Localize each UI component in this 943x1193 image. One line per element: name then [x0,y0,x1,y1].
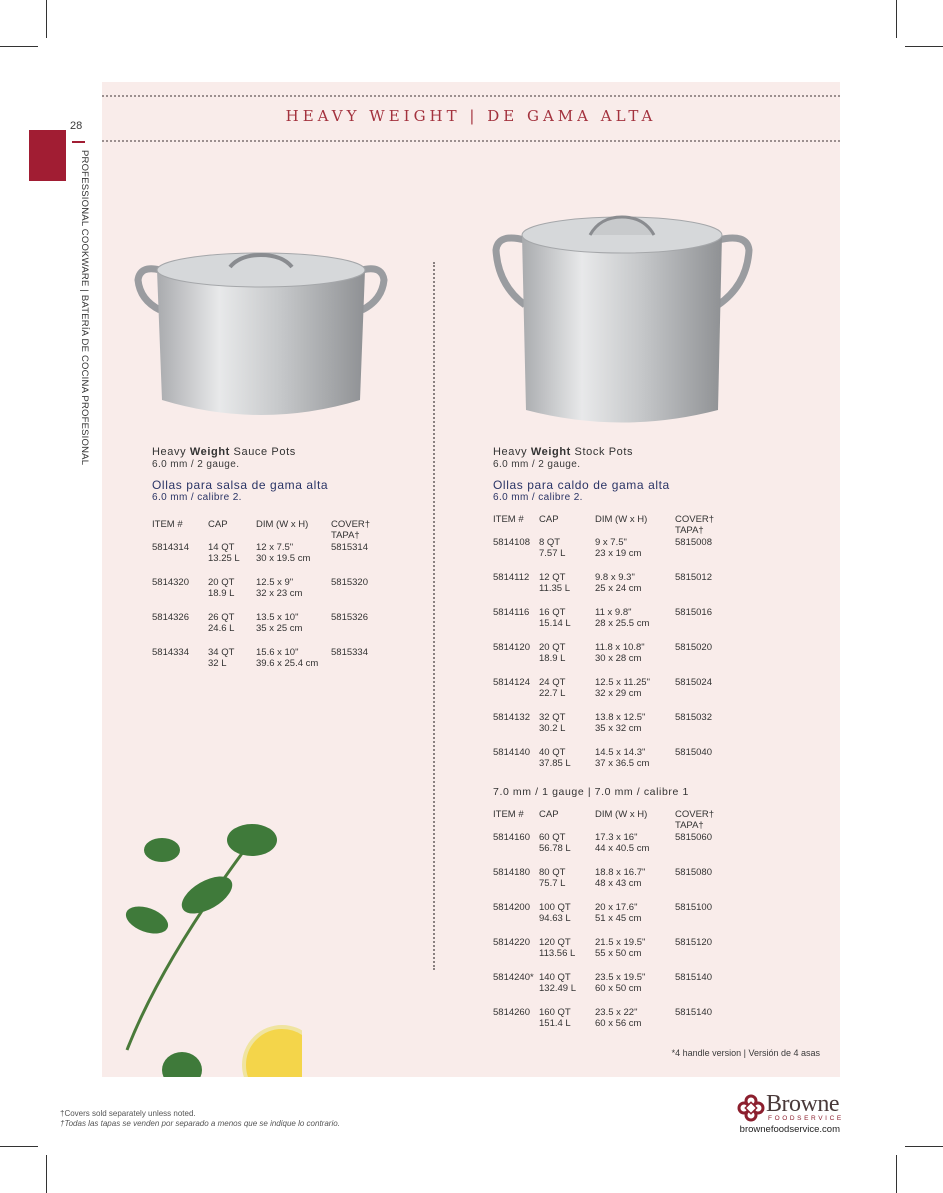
column-divider [433,262,435,970]
table-cell-1: 80 QT 75.7 L [539,867,566,889]
page-number-bar [72,141,85,143]
table-cell-3: 5815120 [675,937,712,948]
table-cell-0: 5814116 [493,607,530,618]
title-part: Heavy [152,446,190,458]
crop-mark [46,1155,47,1193]
column-header-2: DIM (W x H) [256,519,309,530]
four-handle-footnote: *4 handle version | Versión de 4 asas [671,1048,820,1058]
table-cell-0: 5814200 [493,902,530,913]
table-cell-2: 20 x 17.6" 51 x 45 cm [595,902,642,924]
table-cell-0: 5814160 [493,832,530,843]
table-cell-3: 5815024 [675,677,712,688]
title-part: Sauce Pots [229,446,296,458]
section-tab [29,130,66,181]
column-header-3: COVER† TAPA† [331,519,371,541]
parsley-lemon-decoration [102,810,302,1077]
table-cell-1: 20 QT 18.9 L [208,577,235,599]
table-cell-3: 5815040 [675,747,712,758]
table-cell-0: 5814112 [493,572,530,583]
table-cell-2: 17.3 x 16" 44 x 40.5 cm [595,832,650,854]
brand-name: Browne [766,1091,839,1117]
table-cell-2: 11 x 9.8" 28 x 25.5 cm [595,607,650,629]
table-cell-0: 5814140 [493,747,530,758]
stock-pot-image [490,205,755,430]
table-cell-2: 23.5 x 19.5" 60 x 50 cm [595,972,646,994]
table-cell-1: 24 QT 22.7 L [539,677,566,699]
divider-top [102,95,840,97]
crop-mark [0,46,38,47]
table-cell-1: 60 QT 56.78 L [539,832,571,854]
table-cell-1: 34 QT 32 L [208,647,235,669]
table-cell-3: 5815314 [331,542,368,553]
table-cell-0: 5814260 [493,1007,530,1018]
table-cell-0: 5814314 [152,542,189,553]
table-cell-2: 9.8 x 9.3" 25 x 24 cm [595,572,642,594]
table-cell-0: 5814124 [493,677,530,688]
page-title: HEAVY WEIGHT | DE GAMA ALTA [285,107,657,125]
sauce-pots-gauge: 6.0 mm / 2 gauge. [152,459,240,470]
website-link[interactable]: brownefoodservice.com [739,1124,840,1135]
column-header-2: DIM (W x H) [595,809,648,820]
table-cell-0: 5814132 [493,712,530,723]
column-header-1: CAP [208,519,228,530]
sauce-pots-title-es: Ollas para salsa de gama alta [152,478,329,492]
table-cell-1: 100 QT 94.63 L [539,902,571,924]
table-cell-2: 18.8 x 16.7" 48 x 43 cm [595,867,646,889]
table-cell-2: 9 x 7.5" 23 x 19 cm [595,537,642,559]
table-cell-3: 5815334 [331,647,368,658]
column-header-0: ITEM # [152,519,183,530]
table-cell-3: 5815326 [331,612,368,623]
column-header-2: DIM (W x H) [595,514,648,525]
table-cell-1: 32 QT 30.2 L [539,712,566,734]
table-cell-3: 5815140 [675,972,712,983]
table-cell-3: 5815140 [675,1007,712,1018]
table-cell-3: 5815060 [675,832,712,843]
sauce-pots-title [152,446,296,458]
table-cell-3: 5815080 [675,867,712,878]
table-cell-0: 5814120 [493,642,530,653]
table-cell-2: 23.5 x 22" 60 x 56 cm [595,1007,642,1029]
table-cell-2: 12.5 x 11.25" 32 x 29 cm [595,677,650,699]
table-cell-3: 5815020 [675,642,712,653]
crop-mark [896,0,897,38]
table-cell-3: 5815008 [675,537,712,548]
title-part: Heavy [493,446,531,458]
column-header-1: CAP [539,809,559,820]
title-part: Weight [530,446,571,458]
crop-mark [905,1146,943,1147]
table-cell-2: 12.5 x 9" 32 x 23 cm [256,577,303,599]
table-cell-1: 26 QT 24.6 L [208,612,235,634]
column-header-3: COVER† TAPA† [675,514,715,536]
column-header-1: CAP [539,514,559,525]
column-header-0: ITEM # [493,809,524,820]
table-cell-1: 40 QT 37.85 L [539,747,571,769]
table-cell-3: 5815012 [675,572,712,583]
sauce-pots-gauge-es: 6.0 mm / calibre 2. [152,492,242,503]
table-cell-1: 16 QT 15.14 L [539,607,571,629]
table-cell-1: 120 QT 113.56 L [539,937,576,959]
column-header-0: ITEM # [493,514,524,525]
table-cell-0: 5814326 [152,612,189,623]
footnote-en: †Covers sold separately unless noted. [60,1109,196,1118]
crop-mark [896,1155,897,1193]
stock-pots-gauge: 6.0 mm / 2 gauge. [493,459,581,470]
table-cell-1: 14 QT 13.25 L [208,542,240,564]
side-section-label: PROFESSIONAL COOKWARE | BATERÍA DE COCINA PROFESIONAL [79,150,90,466]
table-cell-2: 14.5 x 14.3" 37 x 36.5 cm [595,747,650,769]
crop-mark [46,0,47,38]
sauce-pot-image [130,245,392,425]
footnote-es: †Todas las tapas se venden por separado a menos que se indique lo contrario. [60,1119,340,1128]
table-cell-2: 12 x 7.5" 30 x 19.5 cm [256,542,311,564]
stock-pots-title [493,446,633,458]
table-cell-0: 5814240* [493,972,534,983]
table-cell-2: 13.8 x 12.5" 35 x 32 cm [595,712,646,734]
table-cell-3: 5815320 [331,577,368,588]
table-cell-0: 5814334 [152,647,189,658]
title-part: Weight [189,446,230,458]
table-cell-1: 12 QT 11.35 L [539,572,570,594]
table-cell-1: 140 QT 132.49 L [539,972,576,994]
table-cell-2: 15.6 x 10" 39.6 x 25.4 cm [256,647,319,669]
table-cell-1: 8 QT 7.57 L [539,537,566,559]
title-part: Stock Pots [570,446,634,458]
browne-logo-icon [737,1094,765,1122]
table-cell-2: 11.8 x 10.8" 30 x 28 cm [595,642,645,664]
table-cell-3: 5815016 [675,607,712,618]
table-cell-1: 160 QT 151.4 L [539,1007,571,1029]
stock-pots-gauge-heavy: 7.0 mm / 1 gauge | 7.0 mm / calibre 1 [493,786,689,798]
table-cell-0: 5814108 [493,537,530,548]
stock-pots-gauge-es: 6.0 mm / calibre 2. [493,492,583,503]
table-cell-1: 20 QT 18.9 L [539,642,566,664]
stock-pots-title-es: Ollas para caldo de gama alta [493,478,670,492]
table-cell-2: 13.5 x 10" 35 x 25 cm [256,612,303,634]
table-cell-3: 5815100 [675,902,712,913]
divider-bottom [102,140,840,142]
page-number: 28 [70,120,83,132]
table-cell-2: 21.5 x 19.5" 55 x 50 cm [595,937,646,959]
table-cell-0: 5814220 [493,937,530,948]
column-header-3: COVER† TAPA† [675,809,715,831]
crop-mark [0,1146,38,1147]
table-cell-3: 5815032 [675,712,712,723]
table-cell-0: 5814320 [152,577,189,588]
table-cell-0: 5814180 [493,867,530,878]
brand-subtitle: FOODSERVICE [768,1115,844,1122]
crop-mark [905,46,943,47]
